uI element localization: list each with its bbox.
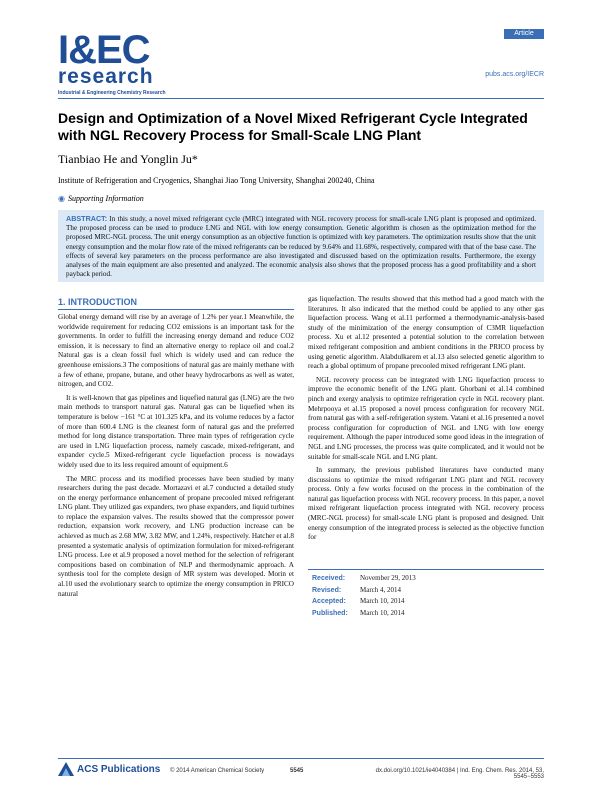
dates-divider [308,569,544,570]
date-published: Published: March 10, 2014 [312,608,405,617]
paper-authors: Tianbiao He and Yonglin Ju* [58,152,198,166]
paragraph: The MRC process and its modified processes have been studied by many researchers during the past decade. Mortazavi et al.7 conducted a detailed study on the energy performance enhancement of propane precooled mixed refrigerant LNG plant. They utilized gas expanders, two phase expanders, and liquid turbines to replace the expansion valves. The results showed that the compressor power reduction, expansion work recovery, and LNG production increase can be achieved as much as 2.68 MW, 3.82 MW, and 1.24%, respectively. Hatcher et al.8 presented a systematic analysis of optimization formulation for mixed-refrigerant LNG process. Lee et al.9 proposed a novel method for the selection of refrigerant compositions based on combination of NLP and thermodynamic approach. A synthesis tool for the complete design of MR system was developed. Morin et al.10 used the evolutionary search to optimize the energy consumption in PRICO natural [58,474,294,598]
date-revised: Revised: March 4, 2014 [312,585,402,594]
journal-url-link[interactable]: pubs.acs.org/IECR [485,71,544,78]
paper-title: Design and Optimization of a Novel Mixed Refrigerant Cycle Integrated with NGL Recovery Process for Small-Scale LNG Plant [58,110,528,143]
doi-link[interactable]: dx.doi.org/10.1021/ie4040384 | Ind. Eng. Chem. Res. 2014, 53, 5545−5553 [375,768,544,780]
footer-divider [58,758,544,759]
article-badge: Article [504,29,544,39]
paper-affiliation: Institute of Refrigeration and Cryogenics, Shanghai Jiao Tong University, Shanghai 200240, China [58,176,375,185]
body-column-right [308,295,544,550]
abstract-text [66,214,536,279]
publisher-name: ACS Publications [77,763,161,775]
publication-dates [312,573,416,619]
paragraph: gas liquefaction. The results showed that this method had a good match with the literatures. It also indicated that the method could be applied to any other gas liquefaction process. Wang et al.11 performed a thermodynamic-analysis-based study of the minimization of the energy consumption of C3MR liquefaction process. Xu et al.12 presented a potential solution to the correlation between mixed refrigerant composition and ambient conditions in the PRICO process by using genetic algorithm. Alabdulkarem et al.13 also selected genetic algorithm to reach a global optimum of propane precooled mixed refrigerant LNG plant. [308,295,544,371]
acs-publications-logo[interactable] [58,762,160,776]
acs-logo-icon [58,762,74,776]
date-accepted: Accepted: March 10, 2014 [312,597,405,605]
abstract-label: ABSTRACT: [66,214,108,223]
section-heading: 1. INTRODUCTION [58,297,138,307]
paragraph: In summary, the previous published literatures have conducted many discussions to optimize the mixed refrigerant LNG plant and NGL recovery process. Only a few works focused on the process in the combination of the natural gas liquefaction process with NGL recovery process. In this paper, a novel mixed refrigerant liquefaction process integrated with NGL recovery process (MRC-NGL process) for small-scale LNG plant is proposed and designed. Unit energy consumption of the integrated process is selected as the objective function for [308,466,544,542]
supporting-info-icon: ◉ [58,194,65,203]
body-column-left [58,313,294,753]
journal-logo-tagline: Industrial & Engineering Chemistry Research [58,90,166,96]
header-divider [58,98,544,99]
date-received: Received: November 29, 2013 [312,574,416,582]
section-divider [58,309,294,310]
abstract-box [58,210,544,282]
copyright: © 2014 American Chemical Society [170,768,265,774]
page-number: 5545 [290,768,304,774]
supporting-info-label: Supporting Information [67,194,144,203]
journal-logo: I&EC [58,28,150,72]
abstract-body: In this study, a novel mixed refrigerant cycle (MRC) integrated with NGL recovery process for small-scale LNG plant is proposed and optimized. The proposed process can be used to produce LNG and NGL with low energy consumption. Genetic algorithm is chosen as the optimization method for the proposed MRC-NGL process. The unit energy consumption as an objective function is optimized with key parameters. The optimization results show that the unit energy consumption and the molar flow rate of the mixed refrigerants can be reduced by 9.64% and 11.68%, respectively, compared with that of the base case. The effects of several key parameters on the process performance are also investigated and discussed based on the optimization results. Furthermore, the exergy analyses of the main equipment are also presented and analyzed. The economic analysis also shows that the proposed process has a good profitability and a short payback period. [66,215,537,279]
paragraph: NGL recovery process can be integrated with LNG liquefaction process to improve the economic benefit of the LNG plant. Ghorbani et al.14 combined pinch and exergy analysis to optimize refrigeration cycle in NGL recovery plant. Mehrpooya et al.15 proposed a novel process configuration for recovery NGL from natural gas with a self-refrigeration system. Vatani et al.16 presented a novel process configuration for coproduction of NGL and LNG with low energy requirement. Although the paper introduced some good ideas in the integration of NGL and LNG processes, the process was quite complicated, and it would not be suitable for small-scale NGL and LNG plant. [308,375,544,461]
paragraph: Global energy demand will rise by an average of 1.2% per year.1 Meanwhile, the worldwide requirement for reducing CO2 emissions is an important task for the governments. In order to fulfill the increasing energy demand and reduce CO2 emission, it is necessary to find an alternative energy to replace oil and coal.2 Natural gas is a clean fossil fuel which is widely used and can reduce the greenhouse emissions.3 The compositions of natural gas are mainly methane with a few of ethane, propane, butane, and other heavy hydrocarbons as well as water, nitrogen, and CO2. [58,313,294,389]
paragraph: It is well-known that gas pipelines and liquefied natural gas (LNG) are the two main methods to transport natural gas. Natural gas can be liquefied when its temperature is below −161 °C at 101.325 kPa, and its volume reduces by a factor of more than 600.4 LNG is the cleanest form of natural gas and the preferred method for long distance transportation. Three main types of refrigeration cycle are used in LNG liquefaction process, namely cascade, mixed-refrigerant, and expander cycle.5 Mixed-refrigerant cycle liquefaction process is nowadays widely used due to its less required amount of equipment.6 [58,393,294,469]
journal-logo-sub: research [58,65,154,88]
supporting-information-link[interactable] [58,194,144,203]
